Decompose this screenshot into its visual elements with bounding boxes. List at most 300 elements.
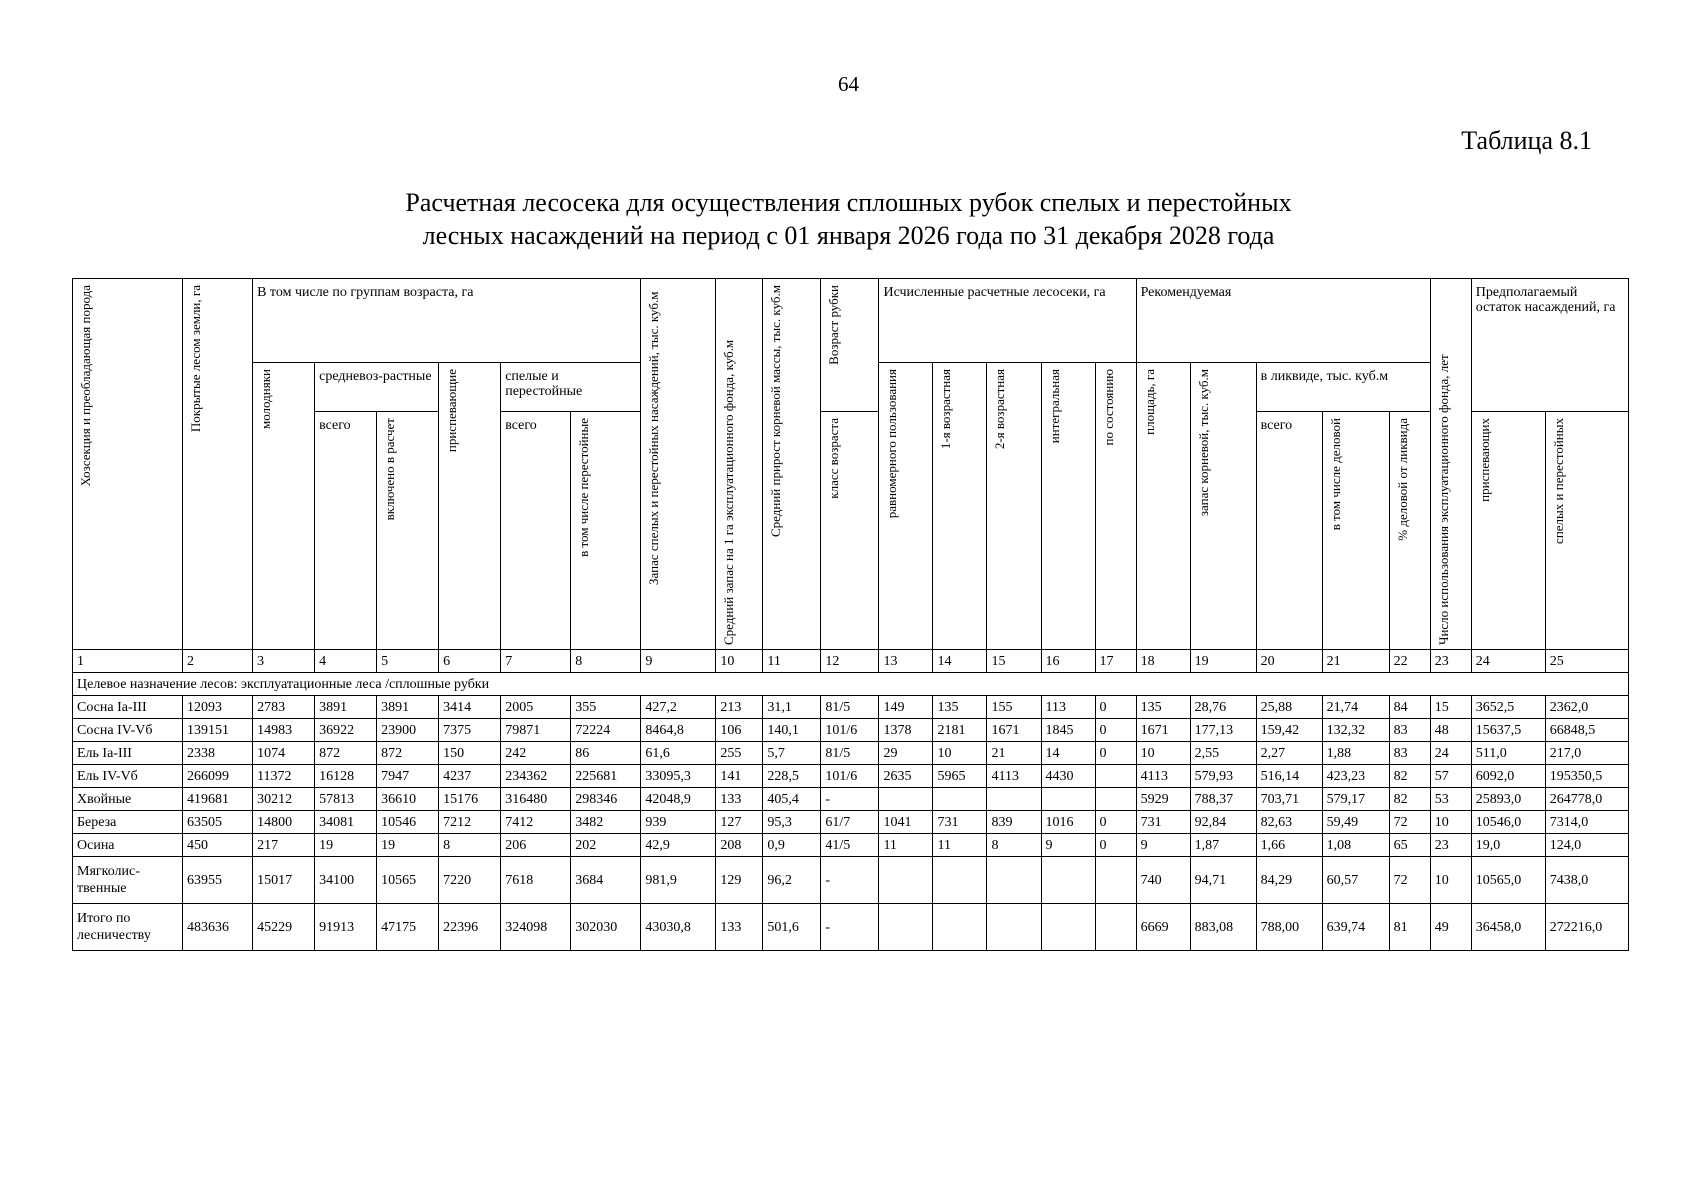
table-cell: 1,66 <box>1256 834 1322 857</box>
table-cell: 22396 <box>439 904 501 951</box>
row-label-cell: Итого по лесничеству <box>73 904 183 951</box>
table-cell: 23900 <box>377 719 439 742</box>
table-row <box>73 719 1629 742</box>
table-cell: 10 <box>1430 811 1471 834</box>
table-cell: 30212 <box>253 788 315 811</box>
table-cell: 0 <box>1095 719 1136 742</box>
header-col-16: интегральная <box>1041 363 1095 650</box>
header-col-9: Запас спелых и перестойных насаждений, тыс. куб.м <box>641 279 716 650</box>
header-col-23: Число использования эксплуатационного фонда, лет <box>1430 279 1471 650</box>
table-cell: 228,5 <box>763 765 821 788</box>
table-cell: 16128 <box>315 765 377 788</box>
table-cell: 96,2 <box>763 857 821 904</box>
table-cell: 36922 <box>315 719 377 742</box>
header-col-19: запас корневой, тыс. куб.м <box>1190 363 1256 650</box>
table-cell: 83 <box>1389 742 1430 765</box>
header-col-22: % деловой от ликвида <box>1389 412 1430 650</box>
table-cell: 3652,5 <box>1471 696 1545 719</box>
table-cell: 14 <box>1041 742 1095 765</box>
table-cell: 66848,5 <box>1545 719 1628 742</box>
table-cell: 33095,3 <box>641 765 716 788</box>
table-cell: 91913 <box>315 904 377 951</box>
table-cell: 4237 <box>439 765 501 788</box>
header-col-25: спелых и перестойных <box>1545 412 1628 650</box>
column-number-cell: 1 <box>73 650 183 673</box>
table-cell: 419681 <box>183 788 253 811</box>
table-cell: 740 <box>1136 857 1190 904</box>
table-cell: 703,71 <box>1256 788 1322 811</box>
column-number-cell: 22 <box>1389 650 1430 673</box>
table-cell: 23 <box>1430 834 1471 857</box>
table-cell: 101/6 <box>821 719 879 742</box>
table-cell: 3891 <box>377 696 439 719</box>
table-cell: 57 <box>1430 765 1471 788</box>
allowable-cut-table <box>72 278 1629 951</box>
table-cell: 10565 <box>377 857 439 904</box>
header-col-8: в том числе перестойные <box>571 412 641 650</box>
header-middle-aged: средневоз-растные <box>315 363 439 412</box>
header-col-1: Хозсекция и преобладающая порода <box>73 279 183 650</box>
table-cell: 7618 <box>501 857 571 904</box>
table-cell: 61/7 <box>821 811 879 834</box>
table-cell: 3414 <box>439 696 501 719</box>
table-body <box>73 650 1629 951</box>
header-col-18: площадь, га <box>1136 363 1190 650</box>
table-cell: 19 <box>377 834 439 857</box>
table-cell: 53 <box>1430 788 1471 811</box>
row-label-cell: Береза <box>73 811 183 834</box>
header-col-3: молодняки <box>253 363 315 650</box>
column-number-cell: 11 <box>763 650 821 673</box>
table-cell: 302030 <box>571 904 641 951</box>
row-label-cell: Ель IV-Vб <box>73 765 183 788</box>
table-cell <box>1041 788 1095 811</box>
header-col-10: Средний запас на 1 га эксплуатационного фонда, куб.м <box>716 279 763 650</box>
table-cell: 206 <box>501 834 571 857</box>
table-cell: 516,14 <box>1256 765 1322 788</box>
table-cell: 12093 <box>183 696 253 719</box>
row-label-cell: Мягколис-твенные <box>73 857 183 904</box>
table-cell: 202 <box>571 834 641 857</box>
header-col-20: всего <box>1256 412 1322 650</box>
table-cell: 61,6 <box>641 742 716 765</box>
table-cell: 1671 <box>1136 719 1190 742</box>
table-cell: 1041 <box>879 811 933 834</box>
table-cell: 2,27 <box>1256 742 1322 765</box>
table-cell: 217,0 <box>1545 742 1628 765</box>
table-cell: 355 <box>571 696 641 719</box>
table-cell: 423,23 <box>1322 765 1389 788</box>
row-label-cell: Хвойные <box>73 788 183 811</box>
header-col-2: Покрытые лесом земли, га <box>183 279 253 650</box>
table-cell: 29 <box>879 742 933 765</box>
table-cell: 10546,0 <box>1471 811 1545 834</box>
table-cell: 47175 <box>377 904 439 951</box>
column-number-cell: 3 <box>253 650 315 673</box>
table-cell: 7212 <box>439 811 501 834</box>
header-felling-age: Возраст рубки <box>821 279 879 412</box>
table-cell: 7375 <box>439 719 501 742</box>
table-cell: 639,74 <box>1322 904 1389 951</box>
table-cell: 405,4 <box>763 788 821 811</box>
table-cell: 2362,0 <box>1545 696 1628 719</box>
table-cell: 6669 <box>1136 904 1190 951</box>
table-cell: 79871 <box>501 719 571 742</box>
table-cell: 501,6 <box>763 904 821 951</box>
table-cell: 15176 <box>439 788 501 811</box>
table-cell: 59,49 <box>1322 811 1389 834</box>
table-cell: 141 <box>716 765 763 788</box>
table-cell: 86 <box>571 742 641 765</box>
table-cell: 0 <box>1095 811 1136 834</box>
table-row <box>73 857 1629 904</box>
table-cell: 3482 <box>571 811 641 834</box>
table-row <box>73 811 1629 834</box>
table-cell: 92,84 <box>1190 811 1256 834</box>
table-cell: 135 <box>1136 696 1190 719</box>
table-cell: 48 <box>1430 719 1471 742</box>
table-row <box>73 834 1629 857</box>
table-cell: 264778,0 <box>1545 788 1628 811</box>
table-cell: 7314,0 <box>1545 811 1628 834</box>
column-number-cell: 14 <box>933 650 987 673</box>
column-number-cell: 20 <box>1256 650 1322 673</box>
table-cell: 981,9 <box>641 857 716 904</box>
table-cell: 113 <box>1041 696 1095 719</box>
table-cell: 4113 <box>1136 765 1190 788</box>
table-cell: 7947 <box>377 765 439 788</box>
table-row <box>73 696 1629 719</box>
table-cell: 84,29 <box>1256 857 1322 904</box>
table-cell <box>1041 904 1095 951</box>
table-cell: 483636 <box>183 904 253 951</box>
column-number-cell: 25 <box>1545 650 1628 673</box>
row-label-cell: Ель Ia-III <box>73 742 183 765</box>
table-cell: 42,9 <box>641 834 716 857</box>
header-col-6: приспевающие <box>439 363 501 650</box>
table-cell: 272216,0 <box>1545 904 1628 951</box>
table-cell: 81/5 <box>821 696 879 719</box>
table-cell: 60,57 <box>1322 857 1389 904</box>
table-cell: 106 <box>716 719 763 742</box>
table-cell <box>879 904 933 951</box>
header-remainder: Предполагаемый остаток насаждений, га <box>1471 279 1628 412</box>
row-label-cell: Сосна IV-Vб <box>73 719 183 742</box>
table-cell: 139151 <box>183 719 253 742</box>
table-cell: 0 <box>1095 742 1136 765</box>
table-title <box>0 186 1697 252</box>
table-cell: 2,55 <box>1190 742 1256 765</box>
header-mature: спелые и перестойные <box>501 363 641 412</box>
table-cell: 1016 <box>1041 811 1095 834</box>
table-cell: 324098 <box>501 904 571 951</box>
table-cell: 133 <box>716 904 763 951</box>
table-cell: 872 <box>315 742 377 765</box>
table-cell: 41/5 <box>821 834 879 857</box>
table-cell: 34100 <box>315 857 377 904</box>
table-cell: 14800 <box>253 811 315 834</box>
table-cell: 127 <box>716 811 763 834</box>
header-col-5: включено в расчет <box>377 412 439 650</box>
table-cell: 3684 <box>571 857 641 904</box>
table-cell: 242 <box>501 742 571 765</box>
column-number-cell: 4 <box>315 650 377 673</box>
table-cell <box>987 857 1041 904</box>
column-number-cell: 10 <box>716 650 763 673</box>
header-col-4: всего <box>315 412 377 650</box>
table-cell: 124,0 <box>1545 834 1628 857</box>
table-cell: 5,7 <box>763 742 821 765</box>
table-cell: 872 <box>377 742 439 765</box>
table-cell: 83 <box>1389 719 1430 742</box>
header-col-15: 2-я возрастная <box>987 363 1041 650</box>
table-cell: - <box>821 857 879 904</box>
table-cell: 5929 <box>1136 788 1190 811</box>
table-cell: 1,08 <box>1322 834 1389 857</box>
table-cell: 140,1 <box>763 719 821 742</box>
column-number-cell: 17 <box>1095 650 1136 673</box>
table-cell: 95,3 <box>763 811 821 834</box>
table-cell: 2005 <box>501 696 571 719</box>
header-liquid: в ликвиде, тыс. куб.м <box>1256 363 1430 412</box>
table-cell: 266099 <box>183 765 253 788</box>
header-col-24: приспевающих <box>1471 412 1545 650</box>
table-cell <box>933 857 987 904</box>
column-number-cell: 12 <box>821 650 879 673</box>
table-cell: 21 <box>987 742 1041 765</box>
table-cell: 5965 <box>933 765 987 788</box>
table-cell: 1074 <box>253 742 315 765</box>
table-cell: 2338 <box>183 742 253 765</box>
table-cell: 10 <box>933 742 987 765</box>
table-cell: - <box>821 788 879 811</box>
table-cell: 0,9 <box>763 834 821 857</box>
table-cell: 72 <box>1389 811 1430 834</box>
table-cell: 133 <box>716 788 763 811</box>
table-cell: 1671 <box>987 719 1041 742</box>
header-col-11: Средний прирост корневой массы, тыс. куб.м <box>763 279 821 650</box>
table-cell: - <box>821 904 879 951</box>
table-row <box>73 788 1629 811</box>
table-cell: 1845 <box>1041 719 1095 742</box>
table-cell: 14983 <box>253 719 315 742</box>
column-number-cell: 9 <box>641 650 716 673</box>
table-cell: 4430 <box>1041 765 1095 788</box>
column-number-cell: 8 <box>571 650 641 673</box>
table-cell: 0 <box>1095 834 1136 857</box>
table-cell: 15637,5 <box>1471 719 1545 742</box>
table-cell: 6092,0 <box>1471 765 1545 788</box>
table-cell: 788,37 <box>1190 788 1256 811</box>
table-cell: 159,42 <box>1256 719 1322 742</box>
table-cell: 10546 <box>377 811 439 834</box>
table-cell: 25,88 <box>1256 696 1322 719</box>
header-recommended: Рекомендуемая <box>1136 279 1430 363</box>
column-number-cell: 15 <box>987 650 1041 673</box>
table-cell: 208 <box>716 834 763 857</box>
table-cell: 72 <box>1389 857 1430 904</box>
table-cell: 65 <box>1389 834 1430 857</box>
table-cell: 15 <box>1430 696 1471 719</box>
column-number-cell: 2 <box>183 650 253 673</box>
table-cell: 94,71 <box>1190 857 1256 904</box>
table-cell <box>1095 904 1136 951</box>
column-number-cell: 19 <box>1190 650 1256 673</box>
table-cell <box>933 788 987 811</box>
table-row <box>73 742 1629 765</box>
column-number-cell: 5 <box>377 650 439 673</box>
table-cell: 135 <box>933 696 987 719</box>
column-number-row <box>73 650 1629 673</box>
table-cell: 36610 <box>377 788 439 811</box>
table-cell: 195350,5 <box>1545 765 1628 788</box>
table-cell: 8464,8 <box>641 719 716 742</box>
table-cell: 8 <box>439 834 501 857</box>
table-cell: 213 <box>716 696 763 719</box>
header-calculated: Исчисленные расчетные лесосеки, га <box>879 279 1136 363</box>
table-cell: 11 <box>933 834 987 857</box>
table-cell: 101/6 <box>821 765 879 788</box>
table-cell: 25893,0 <box>1471 788 1545 811</box>
table-cell: 19 <box>315 834 377 857</box>
table-cell: 225681 <box>571 765 641 788</box>
table-cell: 2181 <box>933 719 987 742</box>
column-number-cell: 24 <box>1471 650 1545 673</box>
column-number-cell: 18 <box>1136 650 1190 673</box>
table-cell <box>1095 788 1136 811</box>
table-cell: 34081 <box>315 811 377 834</box>
table-cell: 49 <box>1430 904 1471 951</box>
table-cell <box>987 788 1041 811</box>
table-cell: 217 <box>253 834 315 857</box>
table-cell: 511,0 <box>1471 742 1545 765</box>
table-cell: 731 <box>933 811 987 834</box>
column-number-cell: 21 <box>1322 650 1389 673</box>
header-col-14: 1-я возрастная <box>933 363 987 650</box>
table-cell: 82 <box>1389 765 1430 788</box>
table-row <box>73 904 1629 951</box>
table-cell: 10 <box>1136 742 1190 765</box>
column-number-cell: 13 <box>879 650 933 673</box>
table-cell <box>879 857 933 904</box>
table-cell: 19,0 <box>1471 834 1545 857</box>
row-label-cell: Сосна Ia-III <box>73 696 183 719</box>
table-cell: 10 <box>1430 857 1471 904</box>
table-cell: 149 <box>879 696 933 719</box>
table-cell: 579,17 <box>1322 788 1389 811</box>
table-title-line-1: Расчетная лесосека для осуществления сплошных рубок спелых и перестойных <box>405 188 1292 217</box>
table-cell: 81/5 <box>821 742 879 765</box>
table-cell: 132,32 <box>1322 719 1389 742</box>
table-cell <box>987 904 1041 951</box>
table-cell: 9 <box>1041 834 1095 857</box>
page-number: 64 <box>838 72 859 96</box>
column-number-cell: 16 <box>1041 650 1095 673</box>
table-cell: 7220 <box>439 857 501 904</box>
table-cell: 316480 <box>501 788 571 811</box>
table-cell: 28,76 <box>1190 696 1256 719</box>
table-cell: 45229 <box>253 904 315 951</box>
table-cell: 150 <box>439 742 501 765</box>
table-cell: 31,1 <box>763 696 821 719</box>
header-col-17: по состоянию <box>1095 363 1136 650</box>
table-cell: 731 <box>1136 811 1190 834</box>
table-cell: 21,74 <box>1322 696 1389 719</box>
table-cell: 7438,0 <box>1545 857 1628 904</box>
purpose-row <box>73 673 1629 696</box>
table-cell: 36458,0 <box>1471 904 1545 951</box>
table-cell: 43030,8 <box>641 904 716 951</box>
table-cell: 63955 <box>183 857 253 904</box>
table-cell: 788,00 <box>1256 904 1322 951</box>
table-cell: 82 <box>1389 788 1430 811</box>
header-col-13: равномерного пользования <box>879 363 933 650</box>
table-cell <box>879 788 933 811</box>
header-col-12: класс возраста <box>821 412 879 650</box>
table-cell: 450 <box>183 834 253 857</box>
table-cell: 579,93 <box>1190 765 1256 788</box>
table-cell: 15017 <box>253 857 315 904</box>
table-cell: 7412 <box>501 811 571 834</box>
table-cell: 57813 <box>315 788 377 811</box>
table-label: Таблица 8.1 <box>1461 126 1592 155</box>
table-cell: 883,08 <box>1190 904 1256 951</box>
table-cell: 11 <box>879 834 933 857</box>
table-cell: 939 <box>641 811 716 834</box>
column-number-cell: 23 <box>1430 650 1471 673</box>
table-row <box>73 765 1629 788</box>
table-cell: 1378 <box>879 719 933 742</box>
row-label-cell: Осина <box>73 834 183 857</box>
table-title-line-2: лесных насаждений на период с 01 января 2026 года по 31 декабря 2028 года <box>422 221 1275 250</box>
table-cell: 427,2 <box>641 696 716 719</box>
table-cell: 255 <box>716 742 763 765</box>
table-cell <box>1095 857 1136 904</box>
table-cell: 2635 <box>879 765 933 788</box>
header-age-groups: В том числе по группам возраста, га <box>253 279 641 363</box>
header-col-7: всего <box>501 412 571 650</box>
table-cell: 298346 <box>571 788 641 811</box>
table-cell: 72224 <box>571 719 641 742</box>
table-cell: 0 <box>1095 696 1136 719</box>
table-cell: 3891 <box>315 696 377 719</box>
column-number-cell: 7 <box>501 650 571 673</box>
header-col-21: в том числе деловой <box>1322 412 1389 650</box>
table-cell: 234362 <box>501 765 571 788</box>
table-cell <box>1041 857 1095 904</box>
table-cell: 24 <box>1430 742 1471 765</box>
table-cell <box>933 904 987 951</box>
column-number-cell: 6 <box>439 650 501 673</box>
table-cell: 2783 <box>253 696 315 719</box>
table-cell: 8 <box>987 834 1041 857</box>
table-cell: 1,88 <box>1322 742 1389 765</box>
table-cell: 1,87 <box>1190 834 1256 857</box>
table-cell: 4113 <box>987 765 1041 788</box>
table-cell: 11372 <box>253 765 315 788</box>
table-cell: 82,63 <box>1256 811 1322 834</box>
table-cell: 839 <box>987 811 1041 834</box>
purpose-cell: Целевое назначение лесов: эксплуатационные леса /сплошные рубки <box>73 673 1629 696</box>
table-cell: 84 <box>1389 696 1430 719</box>
table-cell: 81 <box>1389 904 1430 951</box>
table-cell: 42048,9 <box>641 788 716 811</box>
table-cell: 63505 <box>183 811 253 834</box>
table-cell <box>1095 765 1136 788</box>
table-cell: 10565,0 <box>1471 857 1545 904</box>
table-cell: 177,13 <box>1190 719 1256 742</box>
table-cell: 129 <box>716 857 763 904</box>
